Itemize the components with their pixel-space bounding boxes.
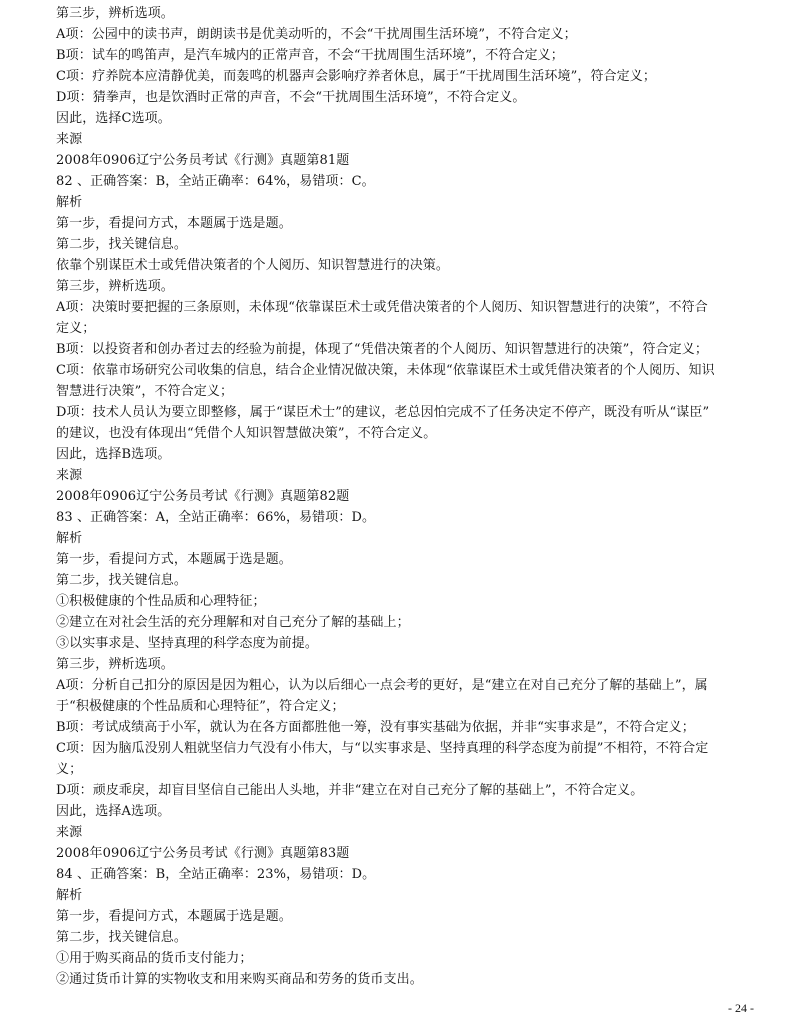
text-line: 解析 (56, 888, 83, 903)
text-line: B项：试车的鸣笛声，是汽车城内的正常声音，不会“干扰周围生活环境”，不符合定义； (56, 48, 564, 63)
text-line: 第三步，辨析选项。 (56, 657, 174, 672)
text-line: 第一步，看提问方式，本题属于选是题。 (56, 909, 292, 924)
text-line: D项：技术人员认为要立即整修，属于“谋臣术士”的建议，老总因怕完成不了任务决定不停产，既没有听从“谋臣” (56, 405, 710, 420)
text-line: D项：猜拳声，也是饮酒时正常的声音，不会“干扰周围生活环境”，不符合定义。 (56, 90, 526, 105)
text-line: 因此，选择A选项。 (56, 804, 171, 819)
text-line: A项：分析自己扣分的原因是因为粗心，认为以后细心一点会考的更好，是“建立在对自己充分了解的基础上”，属 (56, 678, 708, 693)
text-line: B项：以投资者和创办者过去的经验为前提，体现了“凭借决策者的个人阅历、知识智慧进行的决策”，符合定义； (56, 342, 708, 357)
text-line: 第三步，辨析选项。 (56, 6, 174, 21)
text-line: A项：公园中的读书声，朗朗读书是优美动听的，不会“干扰周围生活环境”，不符合定义； (56, 27, 577, 42)
text-line: 2008年0906辽宁公务员考试《行测》真题第83题 (56, 846, 350, 861)
text-line: ①积极健康的个性品质和心理特征； (56, 594, 266, 609)
text-line: C项：疗养院本应清静优美，而轰鸣的机器声会影响疗养者休息，属于“干扰周围生活环境”，符合定义； (56, 69, 656, 84)
page-content (56, 3, 756, 990)
text-line: 来源 (56, 468, 83, 483)
text-line: 因此，选择C选项。 (56, 111, 171, 126)
text-line: 第一步，看提问方式，本题属于选是题。 (56, 216, 292, 231)
text-line: C项：因为脑瓜没别人粗就坚信力气没有小伟大，与“以实事求是、坚持真理的科学态度为前提”不相符，不符合定 (56, 741, 709, 756)
text-line: 2008年0906辽宁公务员考试《行测》真题第82题 (56, 489, 350, 504)
text-line: C项：依靠市场研究公司收集的信息，结合企业情况做决策，未体现“依靠谋臣术士或凭借决策者的个人阅历、知识 (56, 363, 715, 378)
text-line: A项：决策时要把握的三条原则，未体现“依靠谋臣术士或凭借决策者的个人阅历、知识智慧进行的决策”，不符合 (56, 300, 708, 315)
text-line: 第二步，找关键信息。 (56, 237, 188, 252)
text-line: 第一步，看提问方式，本题属于选是题。 (56, 552, 292, 567)
text-line: 82 、正确答案：B，全站正确率：64%，易错项：C。 (56, 174, 375, 189)
text-line: D项：顽皮乖戾，却盲目坚信自己能出人头地，并非“建立在对自己充分了解的基础上”，不符合定义。 (56, 783, 644, 798)
text-line: 83 、正确答案：A，全站正确率：66%，易错项：D。 (56, 510, 376, 525)
text-line: 第三步，辨析选项。 (56, 279, 174, 294)
text-line: 来源 (56, 825, 83, 840)
text-line: 来源 (56, 132, 83, 147)
text-line: 84 、正确答案：B，全站正确率：23%，易错项：D。 (56, 867, 376, 882)
text-line: 义； (56, 762, 83, 777)
text-line: 解析 (56, 195, 83, 210)
text-line: 2008年0906辽宁公务员考试《行测》真题第81题 (56, 153, 350, 168)
page-number: - 24 - (728, 1001, 754, 1015)
text-line: 于“积极健康的个性品质和心理特征”，符合定义； (56, 699, 345, 714)
text-line: 的建议，也没有体现出“凭借个人知识智慧做决策”，不符合定义。 (56, 426, 437, 441)
text-line: 因此，选择B选项。 (56, 447, 171, 462)
text-line: ②建立在对社会生活的充分理解和对自己充分了解的基础上； (56, 615, 410, 630)
text-line: 依靠个别谋臣术士或凭借决策者的个人阅历、知识智慧进行的决策。 (56, 258, 450, 273)
text-line: ③以实事求是、坚持真理的科学态度为前提。 (56, 636, 319, 651)
text-line: 第二步，找关键信息。 (56, 573, 188, 588)
text-line: 智慧进行决策”，不符合定义； (56, 384, 234, 399)
text-line: B项：考试成绩高于小军，就认为在各方面都胜他一筹，没有事实基础为依据，并非“实事求是”，不符合定义； (56, 720, 695, 735)
text-line: 解析 (56, 531, 83, 546)
text-line: 第二步，找关键信息。 (56, 930, 188, 945)
text-line: ②通过货币计算的实物收支和用来购买商品和劳务的货币支出。 (56, 972, 423, 987)
text-line: 定义； (56, 321, 96, 336)
text-line: ①用于购买商品的货币支付能力； (56, 951, 253, 966)
